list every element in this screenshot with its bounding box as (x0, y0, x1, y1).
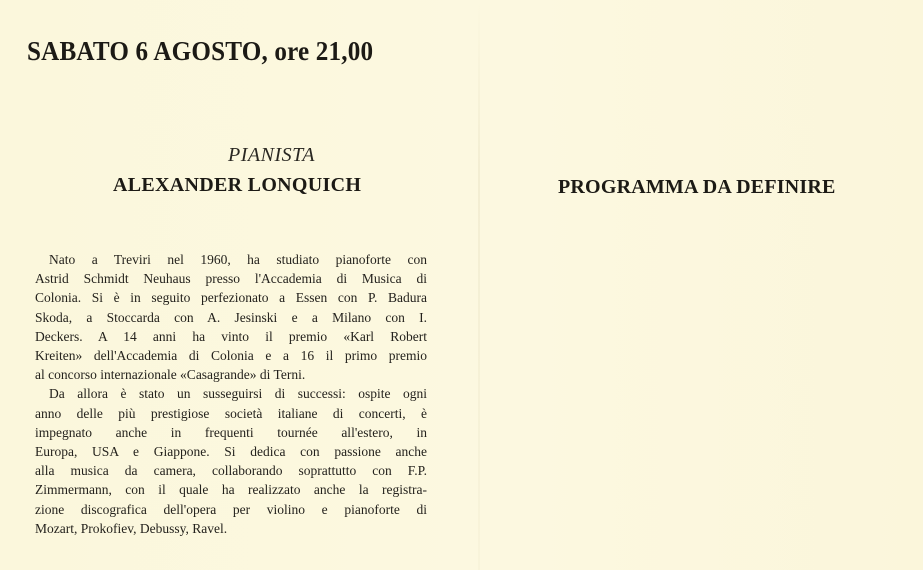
page-fold-line (478, 0, 480, 570)
biography-line: Nato a Treviri nel 1960, ha studiato pianoforte con (49, 252, 427, 267)
event-date-heading: SABATO 6 AGOSTO, ore 21,00 (27, 36, 374, 66)
biography-line: anno delle più prestigiose società italiane di concerti, è (35, 405, 427, 421)
biography-line: Kreiten» dell'Accademia di Colonia e a 16 il primo premio (35, 348, 427, 364)
biography-line: Mozart, Prokofiev, Debussy, Ravel. (35, 520, 228, 536)
biography-line: Europa, USA e Giappone. Si dedica con passione anche (35, 444, 427, 460)
biography-line: Deckers. A 14 anni ha vinto il premio «Karl Robert (35, 328, 427, 344)
biography-line: zione discografica dell'opera per violino e pianoforte di (35, 501, 427, 517)
biography-line: al concorso internazionale «Casagrande» di Terni. (35, 367, 306, 383)
biography-line: impegnato anche in frequenti tournée all'estero, in (35, 424, 427, 440)
biography-line: Da allora è stato un susseguirsi di successi: ospite ogni (49, 386, 427, 402)
biography-line: Astrid Schmidt Neuhaus presso l'Accademia di Musica di (35, 271, 427, 287)
biography-line: alla musica da camera, collaborando soprattutto con F.P. (35, 463, 427, 479)
biography-paragraph-1 (35, 250, 427, 384)
biography-paragraph-2 (35, 384, 427, 538)
performer-name: ALEXANDER LONQUICH (113, 174, 362, 196)
biography-line: Colonia. Si è in seguito perfezionato a Essen con P. Badura (35, 290, 427, 306)
programme-status: PROGRAMMA DA DEFINIRE (558, 176, 836, 198)
biography-line: Skoda, a Stoccarda con A. Jesinski e a Milano con I. (35, 309, 427, 325)
performer-biography (35, 250, 427, 538)
biography-line: Zimmermann, con il quale ha realizzato anche la registra- (35, 482, 427, 498)
performer-role: PIANISTA (228, 144, 315, 166)
